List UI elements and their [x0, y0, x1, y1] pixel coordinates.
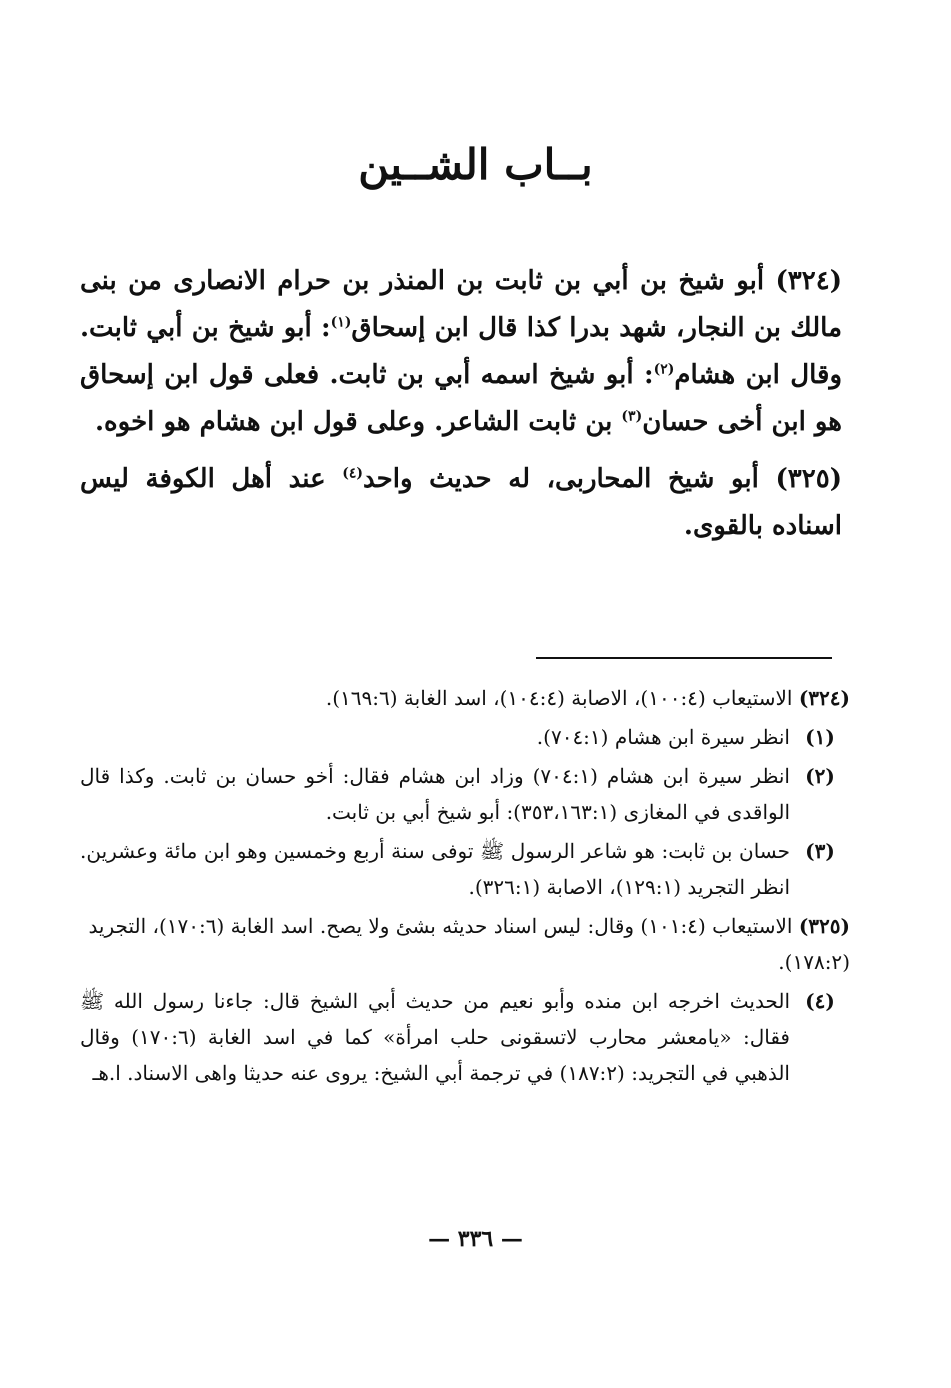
footnote-ref: (٣) [621, 408, 643, 425]
footnote-text: الاستيعاب (١٠٠:٤)، الاصابة (١٠٤:٤)، اسد الغابة (١٦٩:٦). [325, 686, 793, 710]
entry-325 [80, 456, 876, 550]
footnote-text: حسان بن ثابت: هو شاعر الرسول ﷺ توفى سنة أربع وخمسين وهو ابن مائة وعشرين. انظر التجريد (١٢٩:١)، الاصابة (٣٢٦:١). [80, 839, 790, 899]
footnote-text: الحديث اخرجه ابن منده وأبو نعيم من حديث أبي الشيخ قال: جاءنا رسول الله ﷺ فقال: «يامعشر محارب لاتسقونى حلب امرأة» كما في اسد الغابة (١٧٠:٦) وقال الذهبي في التجريد: (١٨٧:٢) في ترجمة أبي الشيخ: يروى عنه حديثا واهى الاسناد. ا.هـ [80, 989, 790, 1085]
footnote-number: (٤) [805, 989, 835, 1013]
footnote-text: انظر سيرة ابن هشام (٧٠٤:١) وزاد ابن هشام فقال: أخو حسان بن ثابت. وكذا قال الواقدى في المغازى (٣٥٣،١٦٣:١): أبو شيخ أبي بن ثابت. [80, 764, 790, 824]
chapter-title: بــاب الشــين [358, 140, 593, 189]
footnote-3 [80, 833, 850, 905]
footnote-separator [536, 657, 832, 659]
entry-324 [80, 258, 876, 446]
entry-text: (٣٢٥) أبو شيخ المحاربى، له حديث واحد [363, 464, 842, 494]
footnote-ref: (٢) [653, 361, 675, 378]
footnote-4 [80, 983, 850, 1091]
footnote-number: (٣٢٤) [798, 686, 850, 710]
footnotes [80, 680, 850, 1094]
entry-text: (٣٢٤) أبو شيخ بن أبي بن ثابت بن المنذر بن حرام الانصارى من بنى مالك بن النجار، شهد بدرا كذا قال ابن إسحاق [80, 266, 842, 343]
entry-text: : أبو شيخ بن أبي ثابت. وقال ابن هشام [80, 313, 842, 390]
footnote-1 [80, 719, 850, 755]
footnote-number: (١) [805, 725, 835, 749]
entry-text: بن ثابت الشاعر. وعلى قول ابن هشام هو اخوه. [94, 407, 622, 437]
main-text [80, 258, 876, 560]
footnote-number: (٣) [805, 839, 835, 863]
footnote-text: انظر سيرة ابن هشام (٧٠٤:١). [536, 725, 790, 749]
footnote-number: (٣٢٥) [798, 914, 850, 938]
footnote-325 [80, 908, 850, 980]
footnote-324 [80, 680, 850, 716]
footnote-2 [80, 758, 850, 830]
footnote-ref: (٤) [342, 465, 364, 482]
footnote-number: (٢) [805, 764, 835, 788]
footnote-text: الاستيعاب (١٠١:٤) وقال: ليس اسناد حديثه بشئ ولا يصح. اسد الغابة (١٧٠:٦)، التجريد (١٧٨:٢). [88, 914, 850, 974]
entry-text: عند أهل الكوفة ليس اسناده بالقوى. [80, 464, 842, 541]
page-number: — ٣٣٦ — [428, 1226, 523, 1252]
footnote-ref: (١) [330, 314, 352, 331]
entry-text: : أبو شيخ اسمه أبي بن ثابت. فعلى قول ابن إسحاق هو ابن أخى حسان [80, 360, 842, 437]
